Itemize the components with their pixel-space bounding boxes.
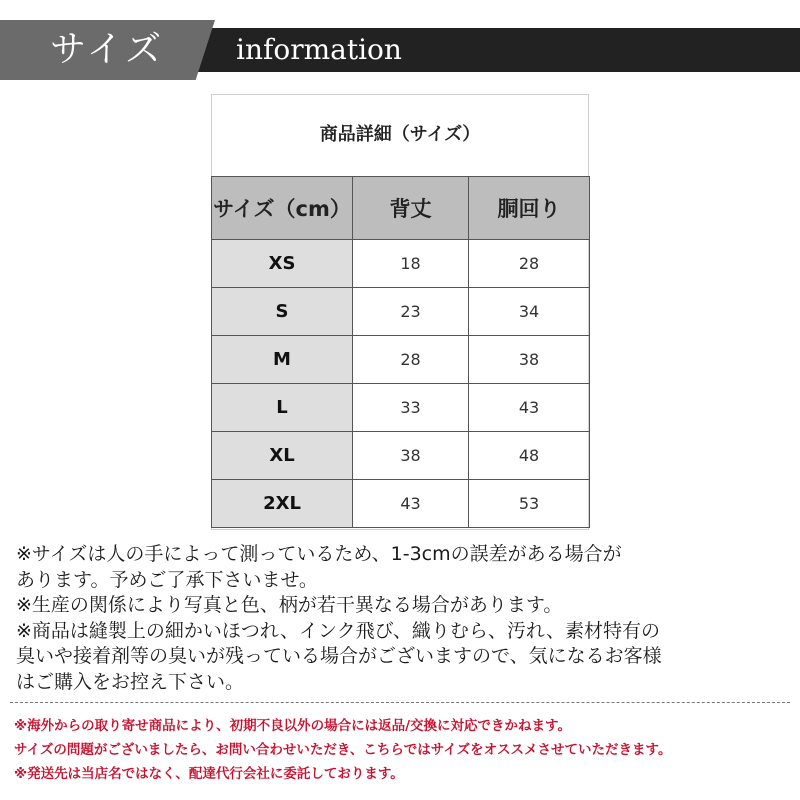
back-length-cell: 43	[353, 480, 469, 528]
table-row	[212, 384, 590, 432]
header-tab-label: サイズ	[50, 29, 165, 70]
waist-cell: 53	[469, 480, 590, 528]
note-line: ※商品は縫製上の細かいほつれ、インク飛び、織りむら、汚れ、素材特有の	[16, 619, 661, 642]
size-cell: M	[212, 336, 353, 384]
back-length-cell: 38	[353, 432, 469, 480]
note-line: 臭いや接着剤等の臭いが残っている場合がございますので、気になるお客様	[16, 645, 662, 667]
waist-cell: 48	[469, 432, 590, 480]
warning-block	[14, 714, 794, 786]
dashed-divider	[10, 702, 790, 703]
table-title: 商品詳細（サイズ）	[319, 124, 481, 145]
header-info-label: information	[236, 33, 402, 66]
table-row	[212, 432, 590, 480]
table-header-row	[212, 177, 590, 240]
note-line: ※サイズは人の手によって測っているため、1-3cmの誤差がある場合が	[16, 543, 622, 565]
note-line: あります。予めご了承下さいませ。	[16, 568, 318, 591]
column-header-back-length: 背丈	[353, 177, 469, 240]
waist-cell: 43	[469, 384, 590, 432]
size-cell: L	[212, 384, 353, 432]
size-cell: XL	[212, 432, 353, 480]
column-header-waist: 胴回り	[469, 177, 590, 240]
table-row	[212, 240, 590, 288]
size-cell: S	[212, 288, 353, 336]
back-length-cell: 18	[353, 240, 469, 288]
note-line: ※生産の関係により写真と色、柄が若干異なる場合があります。	[16, 594, 563, 616]
warning-line: ※発送先は当店名ではなく、配達代行会社に委託しております。	[14, 766, 404, 782]
column-header-size: サイズ（cm）	[212, 177, 353, 240]
notes-block	[16, 542, 796, 695]
note-line: はご購入をお控え下さい。	[16, 670, 245, 693]
back-length-cell: 23	[353, 288, 469, 336]
size-cell: XS	[212, 240, 353, 288]
waist-cell: 28	[469, 240, 590, 288]
table-row	[212, 336, 590, 384]
back-length-cell: 28	[353, 336, 469, 384]
warning-line: ※海外からの取り寄せ商品により、初期不良以外の場合には返品/交換に対応できかねます。	[14, 718, 571, 734]
waist-cell: 34	[469, 288, 590, 336]
back-length-cell: 33	[353, 384, 469, 432]
size-cell: 2XL	[212, 480, 353, 528]
warning-line: サイズの問題がございましたら、お問い合わせいただき、こちらではサイズをオススメさせていただきます。	[14, 742, 672, 758]
waist-cell: 38	[469, 336, 590, 384]
table-row	[212, 480, 590, 528]
table-row	[212, 288, 590, 336]
size-table	[211, 176, 590, 528]
